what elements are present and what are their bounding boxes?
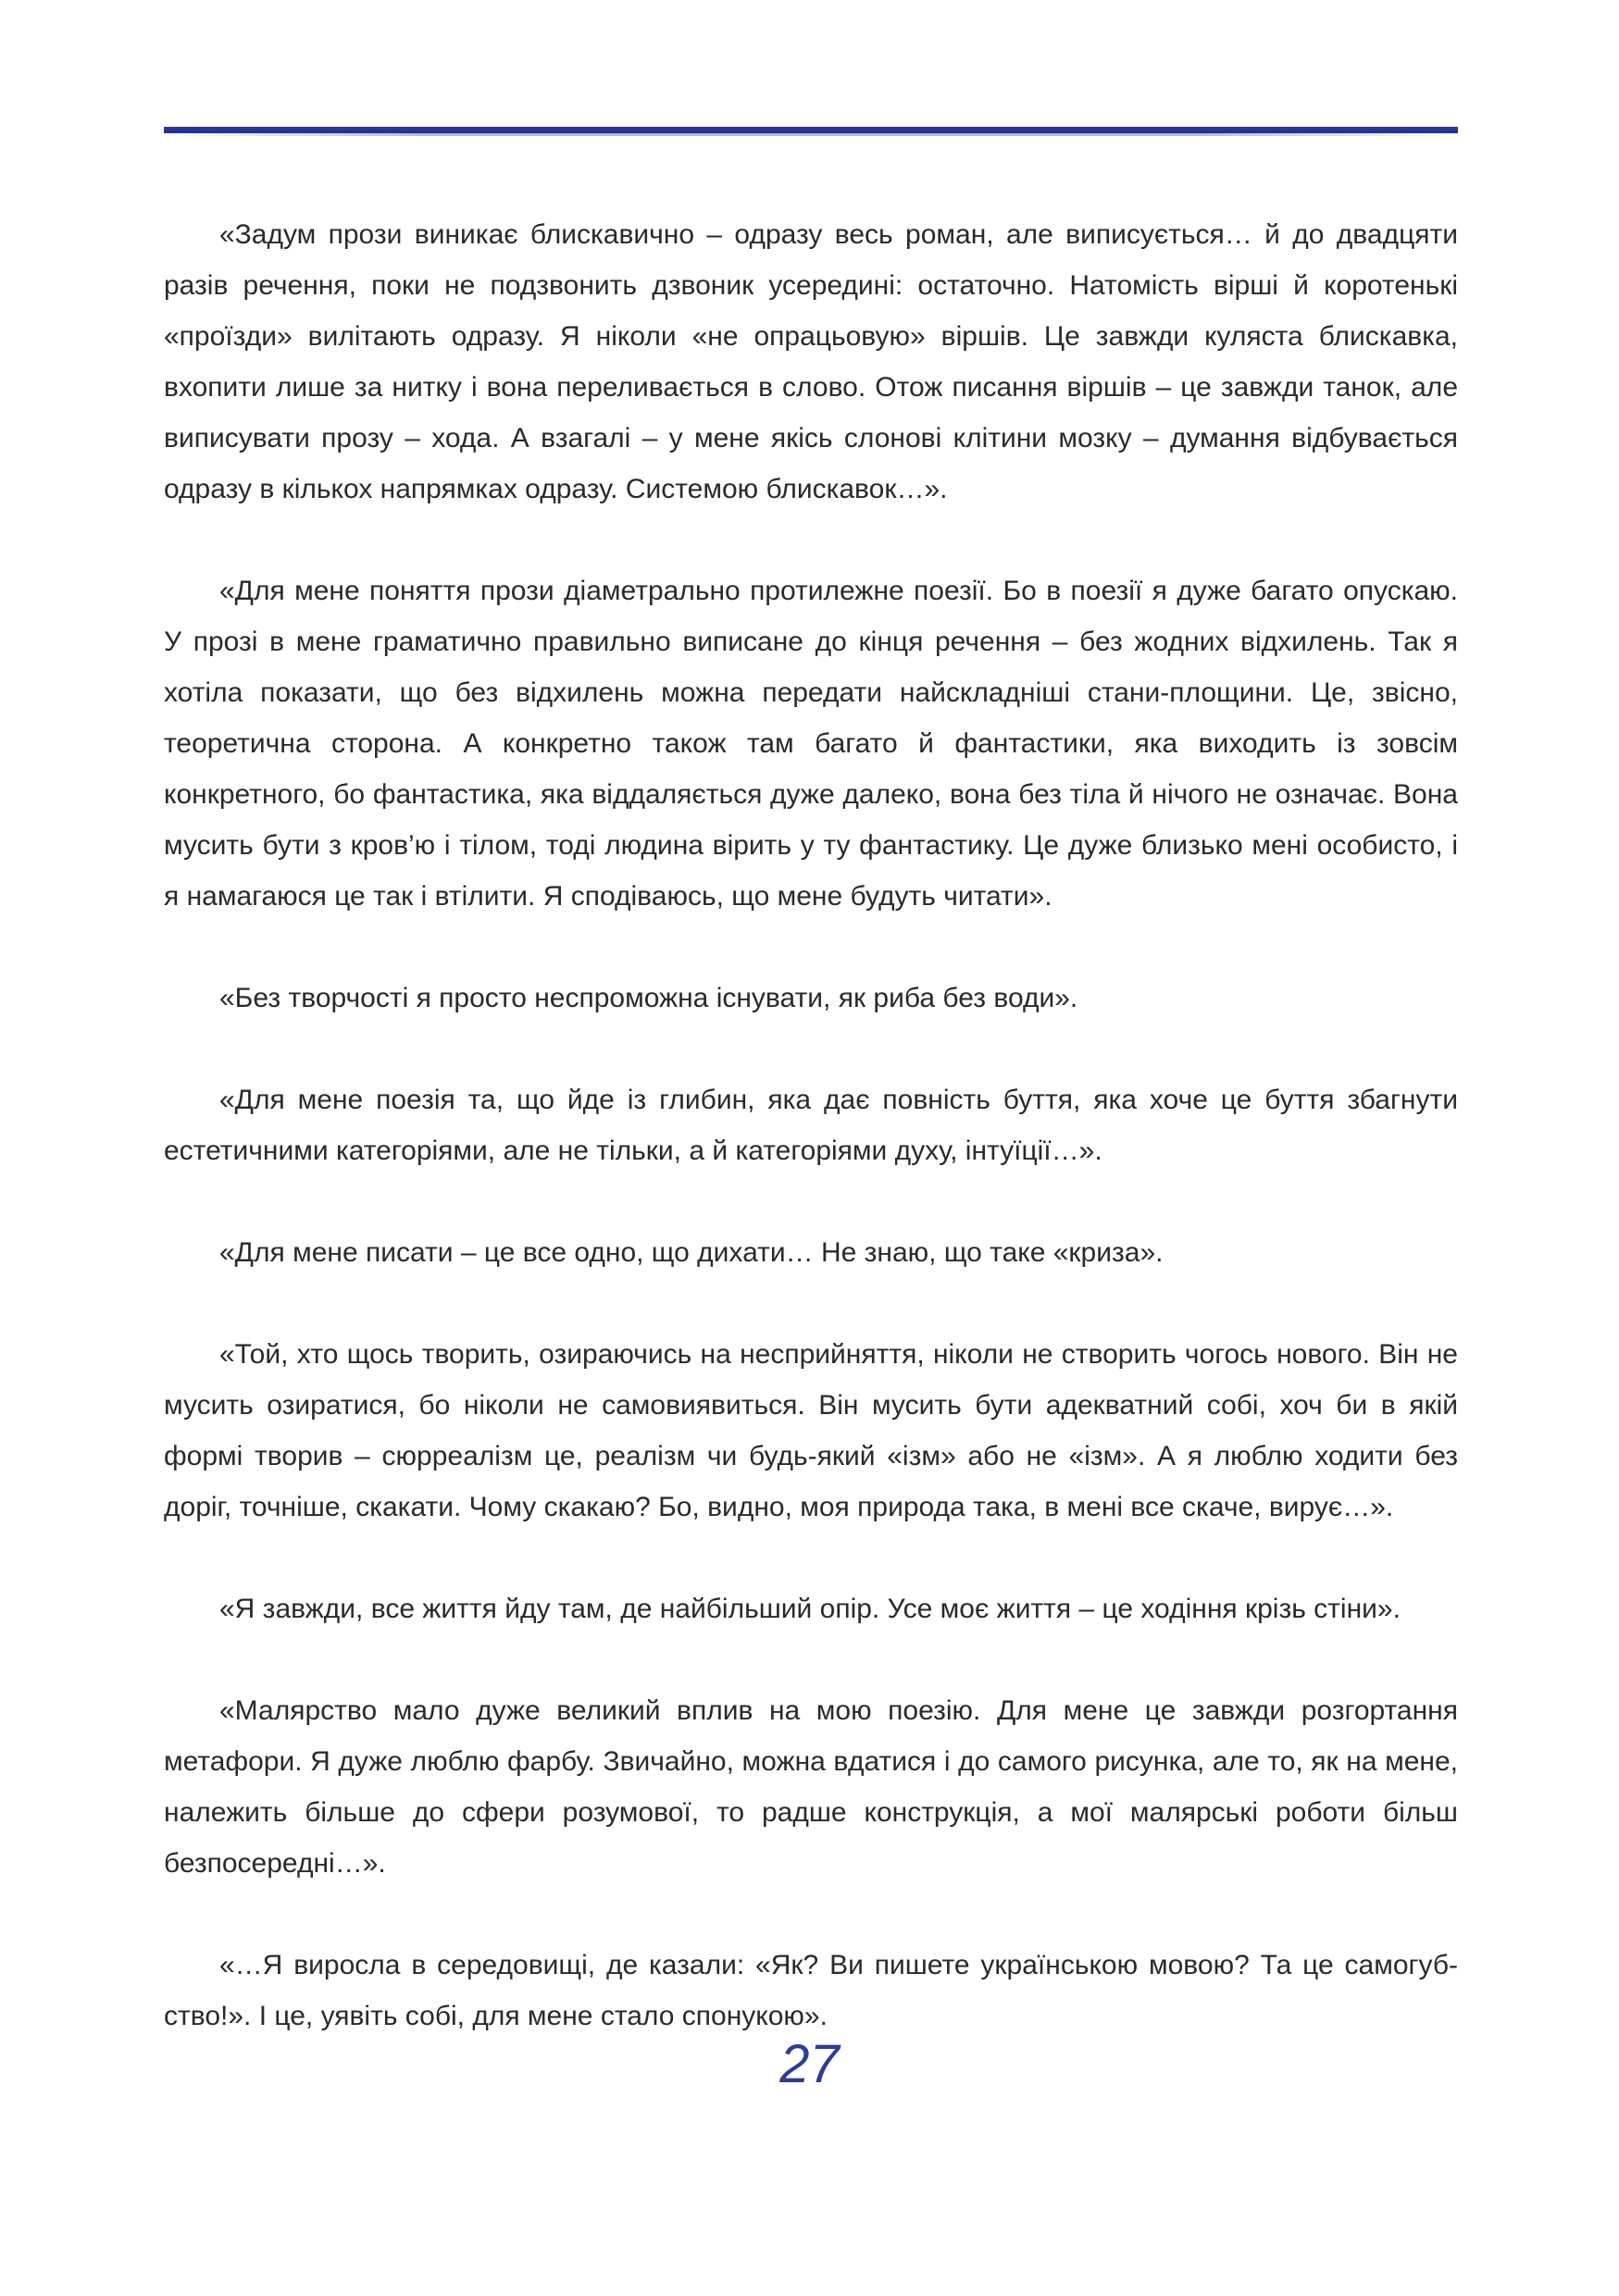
quote-paragraph-3: «Без творчості я просто неспроможна існувати, як риба без води». [219, 983, 1078, 1013]
header-rule [164, 127, 1458, 133]
body-text [164, 209, 1458, 2042]
quote-paragraph-6: «Той, хто щось творить, озираючись на несприйняття, ніколи не створить чогось нового. Він не мусить озиратися, бо ніколи не самовиявиться. Він мусить бути адекватний собі, хоч би в якій формі творив – сюрреалізм це, реалізм чи будь-який «ізм» або не «ізм». А я люблю ходити без доріг, точніше, скакати. Чому скакаю? Бо, видно, моя природа така, в мені все скаче, вирує…». [164, 1339, 1458, 1522]
header-rule-shadow [164, 133, 1458, 136]
quote-paragraph-4: «Для мене поезія та, що йде із глибин, яка дає повність буття, яка хоче це буття збагнути естетичними категоріями, але не тільки, а й категоріями духу, інтуїції…». [164, 1085, 1458, 1166]
quote-paragraph-2: «Для мене поняття прози діаметрально протилежне поезії. Бо в поезії я дуже багато опускаю. У прозі в мене граматично правильно виписане до кінця речення – без жодних відхилень. Так я хотіла показати, що без відхилень можна передати найскладніші стани-площини. Це, звісно, теоретична сторона. А конкретно також там багато й фантастики, яка виходить із зовсім конкретного, бо фантастика, яка віддаляється дуже далеко, вона без тіла й нічого не означає. Вона мусить бути з кров’ю і тілом, тоді людина вірить у ту фантастику. Це дуже близько мені особисто, і я намагаюся це так і втілити. Я сподіваюсь, що мене будуть читати». [164, 576, 1458, 912]
quote-paragraph-7: «Я завжди, все життя йду там, де найбільший опір. Усе моє життя – це ходіння крізь стіни». [219, 1594, 1401, 1624]
quote-paragraph-1: «Задум прози виникає блискавично – одразу весь роман, але виписується… й до двадцяти разів речення, поки не подзвонить дзвоник усередині: остаточно. Натомість вірші й коротенькі «проїзди» вилітають одразу. Я ніколи «не опрацьовую» віршів. Це завжди куляста блискавка, вхопити лише за нитку і вона переливається в слово. Отож писання віршів – це завжди танок, але виписувати прозу – хода. А взагалі – у мене якісь слонові клітини мозку – думання відбувається одразу в кількох напрямках одразу. Системою блискавок…». [164, 219, 1458, 504]
quote-paragraph-9: «…Я виросла в середовищі, де казали: «Як? Ви пишете українською мовою? Та це самогубство!». І це, уявіть собі, для мене стало спонукою». [164, 1950, 1458, 2031]
page-number: 27 [779, 2034, 840, 2094]
quote-paragraph-5: «Для мене писати – це все одно, що дихати… Не знаю, що таке «криза». [219, 1237, 1164, 1268]
quote-paragraph-8: «Малярство мало дуже великий вплив на мою поезію. Для мене це завжди розгортання метафори. Я дуже люблю фарбу. Звичайно, можна вдатися і до самого рисунка, але то, як на мене, належить більше до сфери розумової, то радше конструкція, а мої малярські роботи більш безпосередні…». [164, 1695, 1458, 1879]
